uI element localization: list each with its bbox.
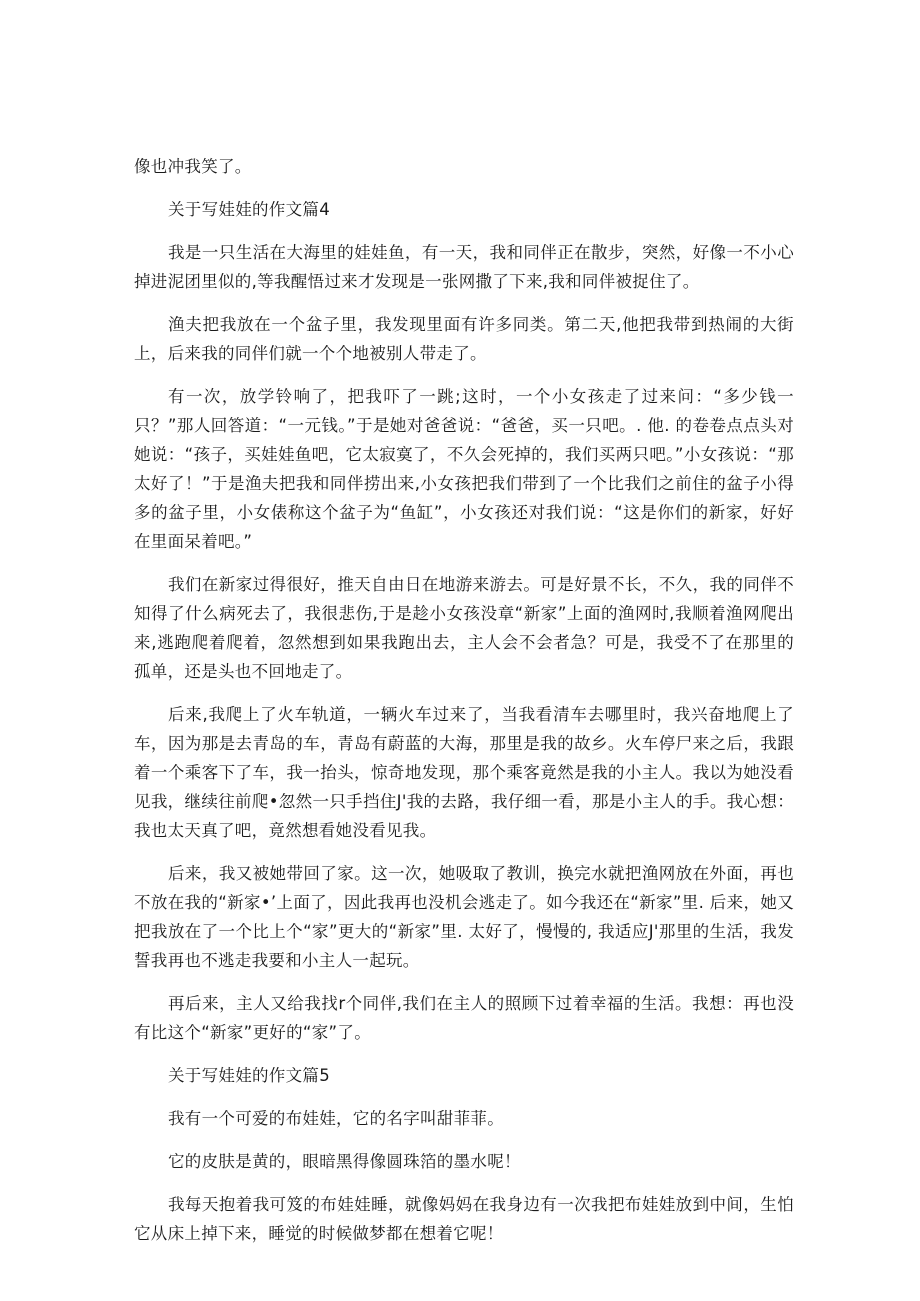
paragraph: 后来，我又被她带回了家。这一次，她吸取了教训，换完水就把渔网放在外面，再也不放在我的“新家•’上面了，因此我再也没机会逃走了。如今我还在“新家”里. 后来，她又把我放在了一个比上个“家”更大的“新家”里. 太好了，慢慢的, 我适应J'那里的生活，我发誓我再也不逃走我要和小主人一起玩。 (134, 864, 794, 970)
paragraph: 有一次，放学铃响了，把我吓了一跳;这时，一个小女孩走了过来问：“多少钱一只？”那人回答道：“一元钱。”于是她对爸爸说：“爸爸，买一只吧。. 他. 的卷卷点点头对她说：“孩子，买娃娃鱼吧，它太寂寞了，不久会死掉的，我们买两只吧。”小女孩说：“那太好了！”于是渔夫把我和同伴捞出来,小女孩把我们带到了一个比我们之前住的盆子小得多的盆子里，小女俵称这个盆子为“鱼缸”，小女孩还对我们说：“这是你们的新家，好好在里面呆着吧。” (134, 387, 794, 551)
paragraph: 后来,我爬上了火车轨道，一辆火车过来了，当我看清车去哪里时，我兴奋地爬上了车，因为那是去青岛的车，青岛有蔚蓝的大海，那里是我的故乡。火车停尸来之后，我跟着一个乘客下了车，我一抬头，惊奇地发现，那个乘客竟然是我的小主人。我以为她没看见我，继续往前爬•忽然一只手挡住J'我的去路，我仔细一看，那是小主人的手。我心想：我也太天真了吧，竟然想看她没看见我。 (134, 705, 794, 840)
paragraph: 我们在新家过得很好，推天自由日在地游来游去。可是好景不长，不久，我的同伴不知得了什么病死去了，我很悲伤,于是趁小女孩没章“新家”上面的渔网时,我顺着渔网爬出来,逃跑爬着爬着，忽然想到如果我跑出去，主人会不会者急？可是，我受不了在那里的孤单，还是头也不回地走了。 (134, 575, 794, 681)
section-heading-4: 关于写娃娃的作文篇4 (168, 200, 330, 219)
paragraph: 渔夫把我放在一个盆子里，我发现里面有许多同类。第二天,他把我带到热闹的大街上，后来我的同伴们就一个个地被别人带走了。 (134, 315, 794, 363)
section-heading-5: 关于写娃娃的作文篇5 (168, 1066, 330, 1085)
paragraph: 再后来，主人又给我找r个同伴,我们在主人的照顾下过着幸福的生活。我想：再也没有比这个“新家”更好的“家”了。 (134, 994, 794, 1042)
document-body (134, 152, 794, 1262)
paragraph: 我有一个可爱的布娃娃，它的名字叫甜菲菲。 (168, 1109, 504, 1128)
paragraph: 它的皮肤是黄的，眼暗黑得像圆珠箔的墨水呢！ (168, 1152, 521, 1171)
paragraph-continuation: 像也冲我笑了。 (134, 157, 252, 176)
paragraph: 我每天抱着我可笈的布娃娃睡，就像妈妈在我身边有一次我把布娃娃放到中间，生怕它从床上掉下来，睡觉的时候做梦都在想着它呢！ (134, 1195, 794, 1243)
paragraph: 我是一只生活在大海里的娃娃鱼，有一天，我和同伴正在散步，突然，好像一不小心掉进泥团里似的,等我醒悟过来才发现是一张网撒了下来,我和同伴被捉住了。 (134, 243, 794, 291)
